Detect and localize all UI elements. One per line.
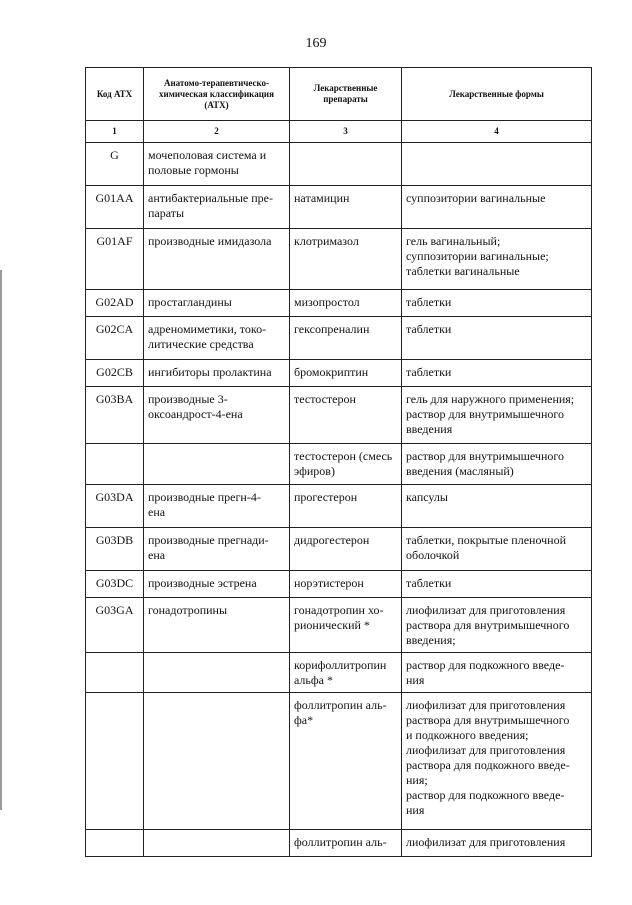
atc-code-cell: G02CB — [86, 360, 144, 387]
table-row — [86, 317, 592, 360]
dosage-form-cell: раствор для внутримышечного введения (масляный) — [402, 444, 592, 485]
drug-name-cell — [290, 143, 402, 186]
atc-code-cell — [86, 830, 144, 857]
drug-name-cell: тестостерон (смесь эфиров) — [290, 444, 402, 485]
dosage-form-cell: таблетки — [402, 360, 592, 387]
drug-name-cell: дидрогестерон — [290, 528, 402, 571]
dosage-form-cell: лиофилизат для приготовления — [402, 830, 592, 857]
dosage-form-cell: таблетки — [402, 571, 592, 598]
column-number: 2 — [144, 121, 290, 143]
table-row — [86, 229, 592, 290]
drug-name-cell: натамицин — [290, 186, 402, 229]
table-row — [86, 290, 592, 317]
dosage-form-cell: таблетки — [402, 317, 592, 360]
atc-code-cell — [86, 693, 144, 830]
atc-class-cell: антибактериальные пре- параты — [144, 186, 290, 229]
atc-code-cell: G01AF — [86, 229, 144, 290]
dosage-form-cell: раствор для подкожного введе- ния — [402, 653, 592, 693]
atc-class-cell — [144, 653, 290, 693]
table-row — [86, 186, 592, 229]
atc-code-cell: G03DA — [86, 485, 144, 528]
header-drugs: Лекарственные препараты — [290, 68, 402, 121]
dosage-form-cell: гель вагинальный; суппозитории вагинальные; таблетки вагинальные — [402, 229, 592, 290]
atc-code-cell: G03DC — [86, 571, 144, 598]
header-forms: Лекарственные формы — [402, 68, 592, 121]
table-row — [86, 444, 592, 485]
column-number: 4 — [402, 121, 592, 143]
table-row — [86, 387, 592, 444]
atc-class-cell: производные прегн-4- ена — [144, 485, 290, 528]
atc-class-cell: мочеполовая система и половые гормоны — [144, 143, 290, 186]
atc-class-cell: производные 3- оксоандрост-4-ена — [144, 387, 290, 444]
atc-class-cell: ингибиторы пролактина — [144, 360, 290, 387]
dosage-form-cell: таблетки — [402, 290, 592, 317]
dosage-form-cell: лиофилизат для приготовления раствора для внутримышечного и подкожного введения; лиофилизат для приготовления раствора для подкожного введе- ния; раствор для подкожного введе- ния — [402, 693, 592, 830]
table-row — [86, 571, 592, 598]
drug-name-cell: фоллитропин аль- — [290, 830, 402, 857]
dosage-form-cell — [402, 143, 592, 186]
drug-name-cell: клотримазол — [290, 229, 402, 290]
dosage-form-cell: лиофилизат для приготовления раствора для внутримышечного введения; — [402, 598, 592, 653]
drug-name-cell: гексопреналин — [290, 317, 402, 360]
column-number-row — [86, 121, 592, 143]
header-code: Код АТХ — [86, 68, 144, 121]
drug-name-cell: мизопростол — [290, 290, 402, 317]
table-row — [86, 360, 592, 387]
drug-name-cell: норэтистерон — [290, 571, 402, 598]
dosage-form-cell: капсулы — [402, 485, 592, 528]
header-row — [86, 68, 592, 121]
dosage-form-cell: таблетки, покрытые пленочной оболочкой — [402, 528, 592, 571]
atc-code-cell: G02AD — [86, 290, 144, 317]
table-row — [86, 143, 592, 186]
drug-name-cell: тестостерон — [290, 387, 402, 444]
drug-table — [85, 67, 592, 857]
drug-name-cell: гонадотропин хо- рионический * — [290, 598, 402, 653]
atc-class-cell — [144, 693, 290, 830]
atc-class-cell: производные прегнади- ена — [144, 528, 290, 571]
drug-name-cell: фоллитропин аль- фа* — [290, 693, 402, 830]
atc-class-cell: производные эстрена — [144, 571, 290, 598]
atc-code-cell — [86, 653, 144, 693]
atc-code-cell: G03GA — [86, 598, 144, 653]
table-row — [86, 528, 592, 571]
atc-class-cell: производные имидазола — [144, 229, 290, 290]
atc-class-cell: гонадотропины — [144, 598, 290, 653]
atc-code-cell: G03BA — [86, 387, 144, 444]
dosage-form-cell: гель для наружного применения; раствор для внутримышечного введения — [402, 387, 592, 444]
drug-name-cell: корифоллитропин альфа * — [290, 653, 402, 693]
atc-class-cell: простагландины — [144, 290, 290, 317]
page-number: 169 — [305, 36, 327, 51]
column-number: 1 — [86, 121, 144, 143]
header-atc: Анатомо-терапевтическо-химическая классификация (АТХ) — [144, 68, 290, 121]
atc-code-cell — [86, 444, 144, 485]
atc-code-cell: G03DB — [86, 528, 144, 571]
atc-code-cell: G — [86, 143, 144, 186]
atc-code-cell: G02CA — [86, 317, 144, 360]
drug-name-cell: прогестерон — [290, 485, 402, 528]
atc-class-cell: адреномиметики, токо- литические средства — [144, 317, 290, 360]
table-row — [86, 653, 592, 693]
atc-code-cell: G01AA — [86, 186, 144, 229]
table-row — [86, 830, 592, 857]
table-row — [86, 598, 592, 653]
dosage-form-cell: суппозитории вагинальные — [402, 186, 592, 229]
scan-edge — [0, 270, 2, 810]
drug-name-cell: бромокриптин — [290, 360, 402, 387]
table-row — [86, 693, 592, 830]
atc-class-cell — [144, 830, 290, 857]
column-number: 3 — [290, 121, 402, 143]
table-row — [86, 485, 592, 528]
atc-class-cell — [144, 444, 290, 485]
